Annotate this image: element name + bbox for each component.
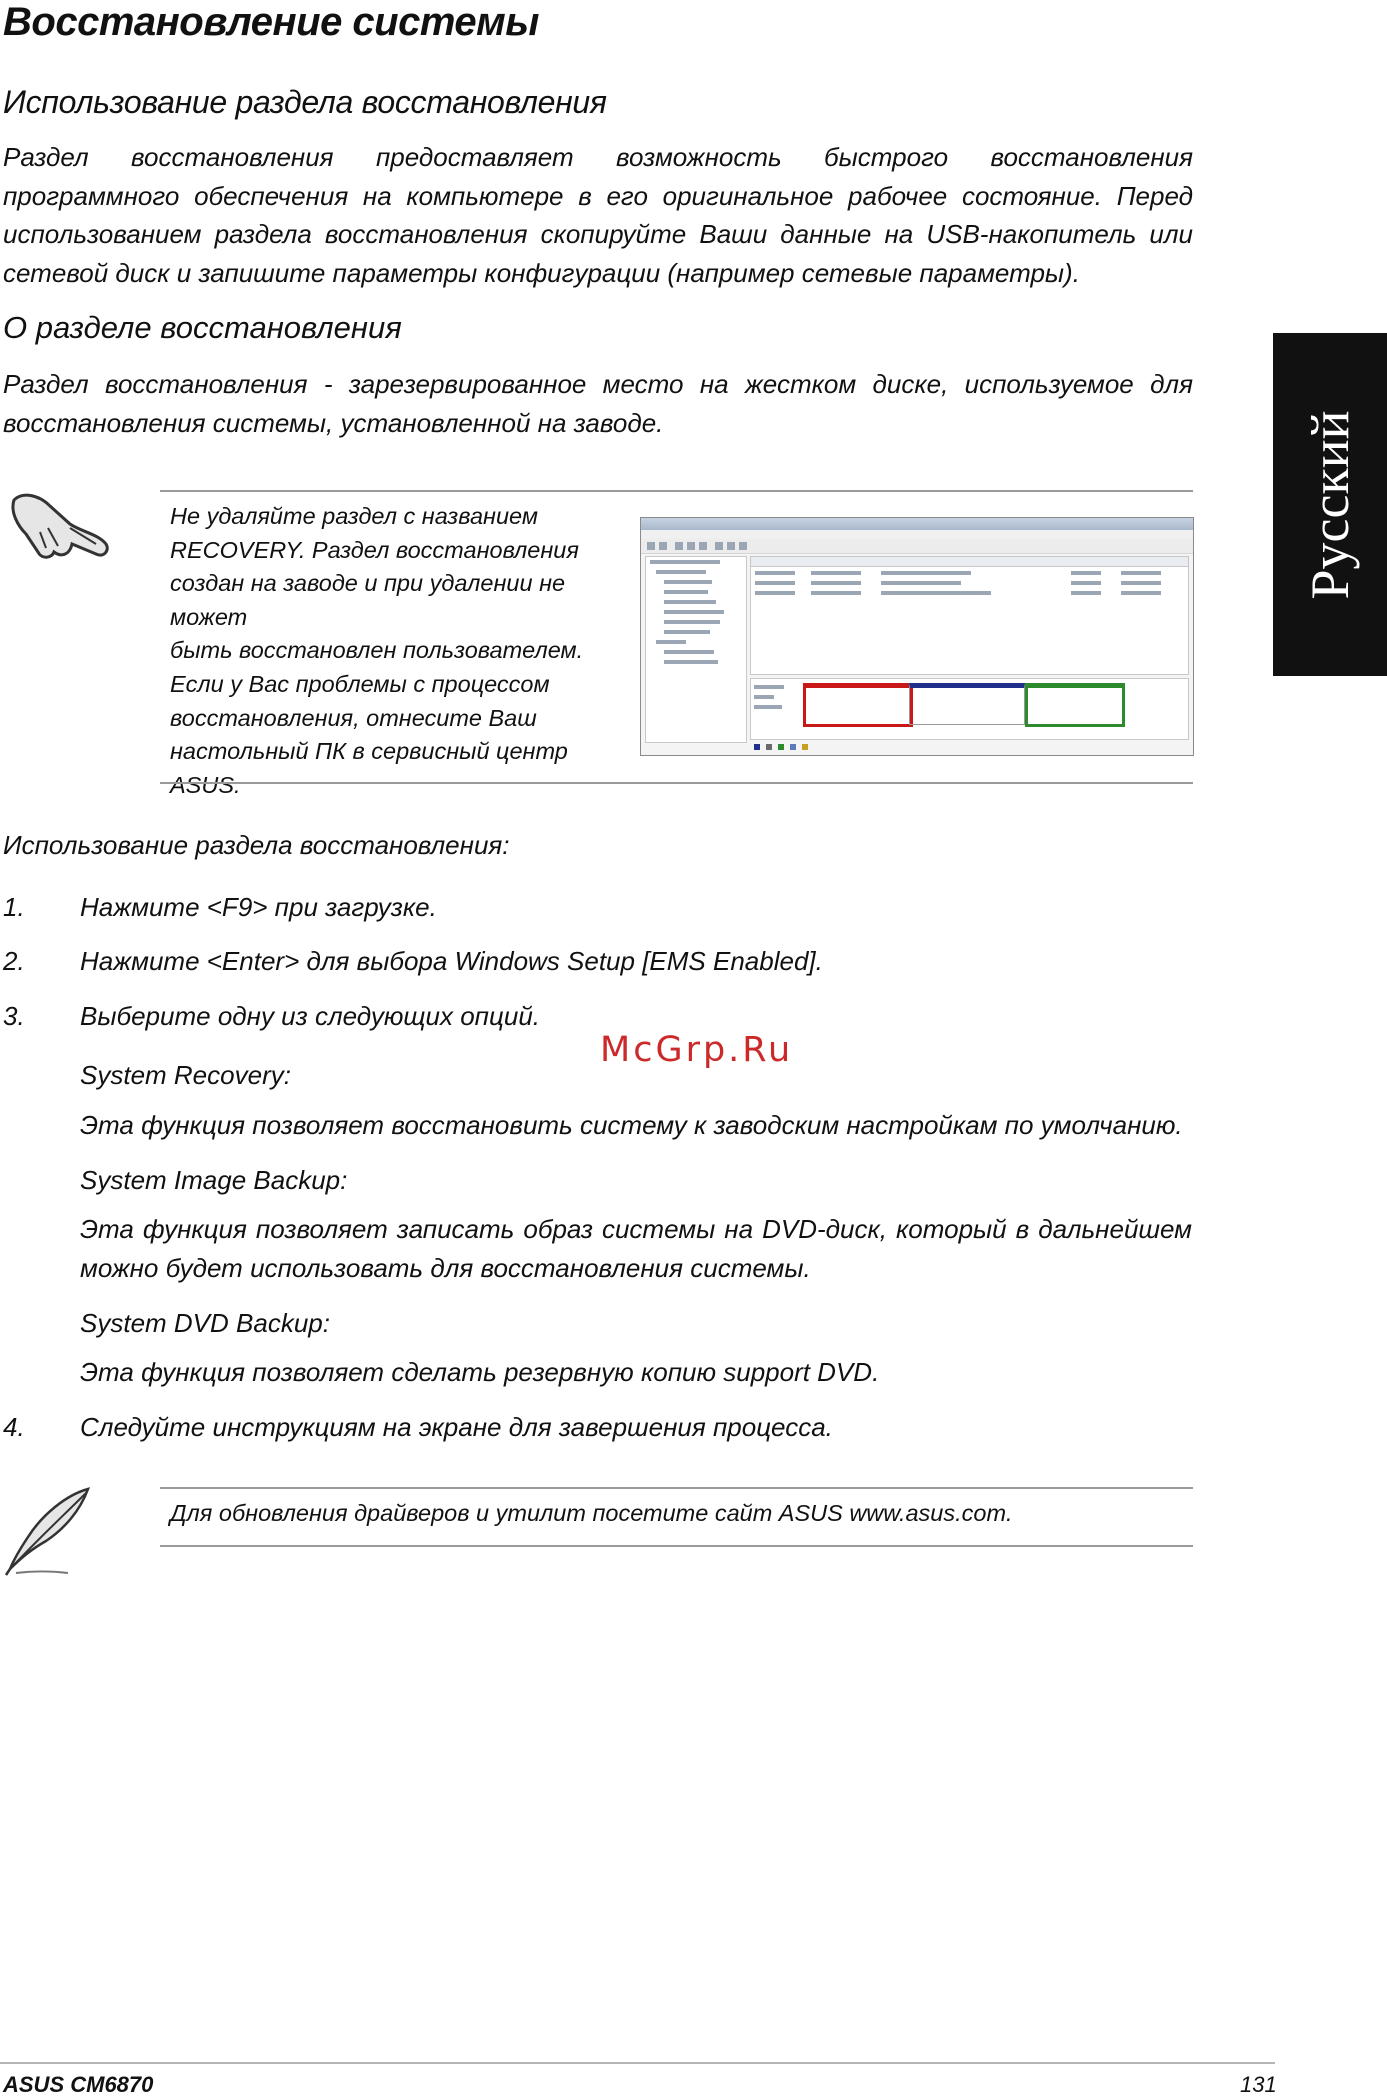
note-top-rule xyxy=(160,1487,1193,1489)
footer-model: ASUS CM6870 xyxy=(3,2072,154,2097)
warning-line: Если у Вас проблемы с процессом xyxy=(170,670,550,697)
step-number: 2. xyxy=(3,946,25,976)
language-side-tab-label: Русский xyxy=(1300,410,1360,599)
option-description: Эта функция позволяет восстановить систему к заводским настройкам по умолчанию. xyxy=(80,1110,1183,1140)
option-description: Эта функция позволяет сделать резервную копию support DVD. xyxy=(80,1357,880,1387)
intro-paragraph: Раздел восстановления предоставляет возможность быстрого восстановления программного обеспечения на компьютере в его оригинальное рабочее состояние. Перед использованием раздела восстановления скопируйте Ваши данные на USB-накопитель или сетевой диск и запишите параметры конфигурации (например сетевые параметры). xyxy=(3,142,1193,288)
warning-text xyxy=(170,500,630,802)
section-title: Использование раздела восстановления xyxy=(3,84,607,120)
screenshot-disk-map xyxy=(750,678,1189,740)
step-number: 4. xyxy=(3,1412,25,1442)
warning-line: создан на заводе и при удалении не может xyxy=(170,570,566,630)
option-name: System Recovery: xyxy=(80,1060,291,1090)
option-description: Эта функция позволяет записать образ системы на DVD-диск, который в дальнейшем можно будет использовать для восстановления системы. xyxy=(80,1214,1192,1283)
note-text: Для обновления драйверов и утилит посетите сайт ASUS www.asus.com. xyxy=(170,1500,1013,1526)
warning-line: восстановления, отнесите Ваш xyxy=(170,704,537,731)
step-text: Выберите одну из следующих опций. xyxy=(80,1001,541,1031)
step-text: Нажмите <F9> при загрузке. xyxy=(80,892,437,922)
about-paragraph: Раздел восстановления - зарезервированное место на жестком диске, используемое для восстановления системы, установленной на заводе. xyxy=(3,369,1193,438)
option-name: System DVD Backup: xyxy=(80,1308,330,1338)
procedure-title: Использование раздела восстановления: xyxy=(3,830,510,860)
quill-pen-icon xyxy=(2,1485,94,1577)
warning-bottom-rule xyxy=(160,782,1193,784)
footer-page-number: 131 xyxy=(1240,2072,1277,2097)
screenshot-titlebar xyxy=(641,518,1193,530)
warning-line: Не удаляйте раздел с названием xyxy=(170,503,538,529)
step-text: Нажмите <Enter> для выбора Windows Setup [EMS Enabled]. xyxy=(80,946,823,976)
option-name: System Image Backup: xyxy=(80,1165,348,1195)
screenshot-tree-pane xyxy=(645,556,747,743)
recovery-partition xyxy=(803,683,913,727)
warning-line: RECOVERY. Раздел восстановления xyxy=(170,536,579,563)
screenshot-legend xyxy=(750,743,1189,753)
warning-line: быть восстановлен пользователем. xyxy=(170,637,584,664)
subsection-title: О разделе восстановления xyxy=(3,310,402,345)
note-bottom-rule xyxy=(160,1545,1193,1547)
screenshot-volume-list xyxy=(750,556,1189,675)
language-side-tab xyxy=(1273,333,1387,676)
step-number: 3. xyxy=(3,1001,25,1031)
system-partition xyxy=(909,683,1025,725)
warning-top-rule xyxy=(160,490,1193,492)
screenshot-menubar xyxy=(641,530,1193,539)
page-title: Восстановление системы xyxy=(3,0,539,44)
watermark: McGrp.Ru xyxy=(600,1030,794,1070)
pointing-hand-icon xyxy=(8,488,113,566)
step-number: 1. xyxy=(3,892,25,922)
footer-rule xyxy=(0,2062,1275,2064)
warning-line: настольный ПК в сервисный центр ASUS. xyxy=(170,738,568,798)
step-text: Следуйте инструкциям на экране для завершения процесса. xyxy=(80,1412,833,1442)
data-partition xyxy=(1025,683,1125,727)
screenshot-toolbar xyxy=(641,539,1193,554)
disk-management-screenshot xyxy=(640,517,1194,756)
